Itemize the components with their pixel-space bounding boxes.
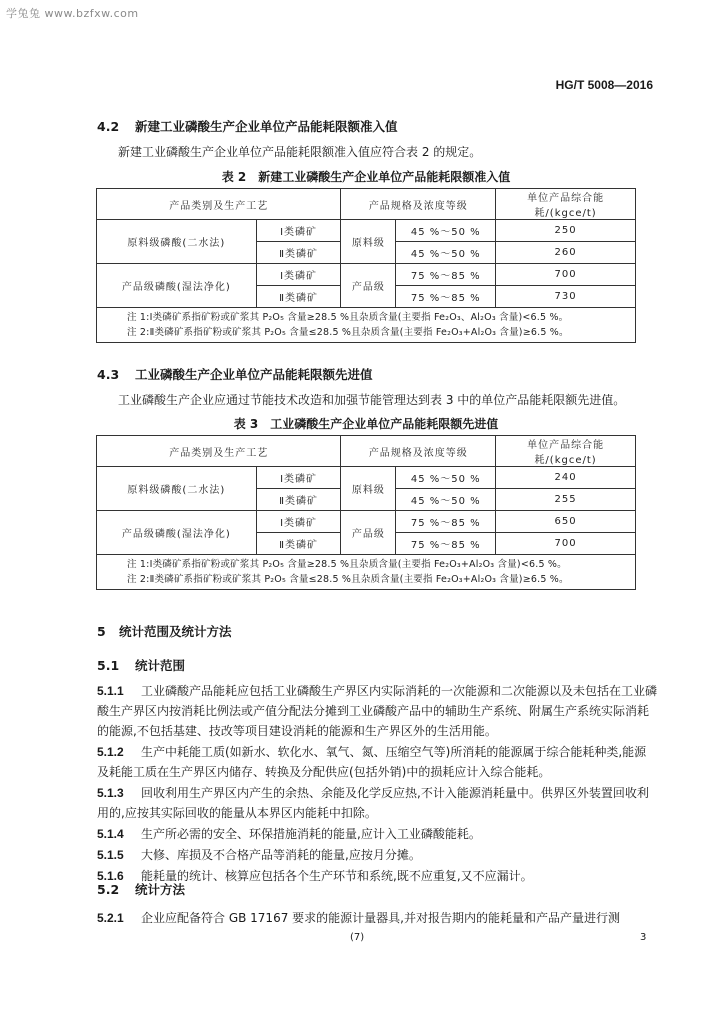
table-label: 表 3 xyxy=(233,417,259,431)
clause-text: 回收利用生产界区内产生的余热、余能及化学反应热,不计入能源消耗量中。供界区外装置回收利用的,应按其实际回收的能量从本界区内能耗中扣除。 xyxy=(97,786,649,820)
section-title: 工业磷酸生产企业单位产品能耗限额先进值 xyxy=(135,367,373,382)
table-note: 注 1:Ⅰ类磷矿系指矿粉或矿浆其 P₂O₅ 含量≥28.5 %且杂质含量(主要指 Fe₂O₃、Al₂O₃ 含量)<6.5 %。 xyxy=(127,312,569,323)
clause xyxy=(97,845,657,865)
table-header: 产品规格及浓度等级 xyxy=(341,189,496,220)
clause-text: 工业磷酸产品能耗应包括工业磷酸生产界区内实际消耗的一次能源和二次能源以及未包括在工业磷酸生产界区内按消耗比例法或产值分配法分摊到工业磷酸产品中的辅助生产系统、附属生产系统实际消耗的能源,不包括基建、技改等项目建设消耗的能源和生产界区外的生活用能。 xyxy=(97,684,658,738)
table-note: 注 2:Ⅱ类磷矿系指矿粉或矿浆其 P₂O₅ 含量≤28.5 %且杂质含量(主要指 Fe₂O₃+Al₂O₃ 含量)≥6.5 %。 xyxy=(127,574,569,585)
page-number: 3 xyxy=(640,932,647,943)
ore-cell: Ⅰ类磷矿 xyxy=(256,220,341,242)
clause-number: 5.1.4 xyxy=(97,827,124,841)
table-header: 产品规格及浓度等级 xyxy=(341,436,496,467)
product-cell: 产品级磷酸(湿法净化) xyxy=(97,264,257,308)
value-cell: 700 xyxy=(496,264,636,286)
ore-cell: Ⅰ类磷矿 xyxy=(256,467,341,489)
clause-number: 5.1.1 xyxy=(97,684,124,698)
section-number: 5.1 xyxy=(97,658,120,673)
table-note: 注 2:Ⅱ类磷矿系指矿粉或矿浆其 P₂O₅ 含量≤28.5 %且杂质含量(主要指 Fe₂O₃+Al₂O₃ 含量)≥6.5 %。 xyxy=(127,327,569,338)
watermark: 学兔兔 www.bzfxw.com xyxy=(6,7,139,20)
clause-text: 生产所必需的安全、环保措施消耗的能量,应计入工业磷酸能耗。 xyxy=(141,827,481,841)
concentration-cell: 75 %～85 % xyxy=(396,511,496,533)
clause-number: 5.1.6 xyxy=(97,869,124,883)
value-cell: 260 xyxy=(496,242,636,264)
value-cell: 255 xyxy=(496,489,636,511)
product-cell: 原料级磷酸(二水法) xyxy=(97,467,257,511)
section-4-2-text: 新建工业磷酸生产企业单位产品能耗限额准入值应符合表 2 的规定。 xyxy=(118,145,482,159)
value-cell: 650 xyxy=(496,511,636,533)
table-label: 表 2 xyxy=(221,170,247,184)
clause xyxy=(97,783,657,823)
value-cell: 730 xyxy=(496,286,636,308)
standard-code: HG/T 5008—2016 xyxy=(555,78,653,92)
concentration-cell: 75 %～85 % xyxy=(396,533,496,555)
ore-cell: Ⅱ类磷矿 xyxy=(256,242,341,264)
value-cell: 700 xyxy=(496,533,636,555)
value-cell: 250 xyxy=(496,220,636,242)
clause-number: 5.2.1 xyxy=(97,911,124,925)
clause xyxy=(97,742,657,782)
section-title: 统计范围 xyxy=(135,658,186,673)
table-header: 单位产品综合能耗/(kgce/t) xyxy=(496,436,636,467)
section-title: 统计方法 xyxy=(135,882,186,897)
section-4-2-heading xyxy=(97,117,398,135)
clause-text: 生产中耗能工质(如新水、软化水、氧气、氮、压缩空气等)所消耗的能源属于综合能耗种类,能源及耗能工质在生产界区内储存、转换及分配供应(包括外销)中的损耗应计入综合能耗。 xyxy=(97,745,647,779)
clause-list xyxy=(97,681,657,886)
clause-text: 大修、库损及不合格产品等消耗的能量,应按月分摊。 xyxy=(141,848,421,862)
section-5-2-heading xyxy=(97,880,185,898)
product-cell: 产品级磷酸(湿法净化) xyxy=(97,511,257,555)
grade-cell: 产品级 xyxy=(341,264,396,308)
ore-cell: Ⅱ类磷矿 xyxy=(256,286,341,308)
table-title: 工业磷酸生产企业单位产品能耗限额先进值 xyxy=(270,417,499,431)
table-notes xyxy=(97,308,636,343)
section-5-1-heading xyxy=(97,656,185,674)
section-title: 统计范围及统计方法 xyxy=(119,624,232,639)
clause-number: 5.1.2 xyxy=(97,745,124,759)
grade-cell: 原料级 xyxy=(341,220,396,264)
concentration-cell: 45 %～50 % xyxy=(396,467,496,489)
clause-text: 能耗量的统计、核算应包括各个生产环节和系统,既不应重复,又不应漏计。 xyxy=(141,869,533,883)
grade-cell: 产品级 xyxy=(341,511,396,555)
concentration-cell: 75 %～85 % xyxy=(396,286,496,308)
clause-number: 5.1.3 xyxy=(97,786,124,800)
product-cell: 原料级磷酸(二水法) xyxy=(97,220,257,264)
section-4-3-heading xyxy=(97,365,373,383)
table3-caption xyxy=(96,415,636,432)
section-number: 5 xyxy=(97,624,106,639)
table-2 xyxy=(96,188,636,343)
clause-text: 企业应配备符合 GB 17167 要求的能源计量器具,并对报告期内的能耗量和产品产量进行测 xyxy=(141,911,620,925)
concentration-cell: 45 %～50 % xyxy=(396,220,496,242)
clause-5-2-1 xyxy=(97,908,657,928)
table2-caption xyxy=(96,168,636,185)
grade-cell: 原料级 xyxy=(341,467,396,511)
table-note: 注 1:Ⅰ类磷矿系指矿粉或矿浆其 P₂O₅ 含量≥28.5 %且杂质含量(主要指 Fe₂O₃+Al₂O₃ 含量)<6.5 %。 xyxy=(127,559,567,570)
value-cell: 240 xyxy=(496,467,636,489)
section-4-3-text: 工业磷酸生产企业应通过节能技术改造和加强节能管理达到表 3 中的单位产品能耗限额先进值。 xyxy=(118,393,626,407)
table-header: 单位产品综合能耗/(kgce/t) xyxy=(496,189,636,220)
concentration-cell: 45 %～50 % xyxy=(396,242,496,264)
table-header: 产品类别及生产工艺 xyxy=(97,189,341,220)
section-number: 5.2 xyxy=(97,882,120,897)
table-header: 产品类别及生产工艺 xyxy=(97,436,341,467)
section-5-heading xyxy=(97,622,232,640)
ore-cell: Ⅱ类磷矿 xyxy=(256,489,341,511)
section-title: 新建工业磷酸生产企业单位产品能耗限额准入值 xyxy=(135,119,398,134)
concentration-cell: 75 %～85 % xyxy=(396,264,496,286)
ore-cell: Ⅱ类磷矿 xyxy=(256,533,341,555)
ore-cell: Ⅰ类磷矿 xyxy=(256,264,341,286)
section-number: 4.3 xyxy=(97,367,120,382)
concentration-cell: 45 %～50 % xyxy=(396,489,496,511)
table-title: 新建工业磷酸生产企业单位产品能耗限额准入值 xyxy=(258,170,511,184)
clause xyxy=(97,824,657,844)
clause xyxy=(97,681,657,741)
table-3 xyxy=(96,435,636,590)
table-notes xyxy=(97,555,636,590)
section-number: 4.2 xyxy=(97,119,120,134)
clause-number: 5.1.5 xyxy=(97,848,124,862)
footer-center-number: (7) xyxy=(350,932,365,943)
ore-cell: Ⅰ类磷矿 xyxy=(256,511,341,533)
